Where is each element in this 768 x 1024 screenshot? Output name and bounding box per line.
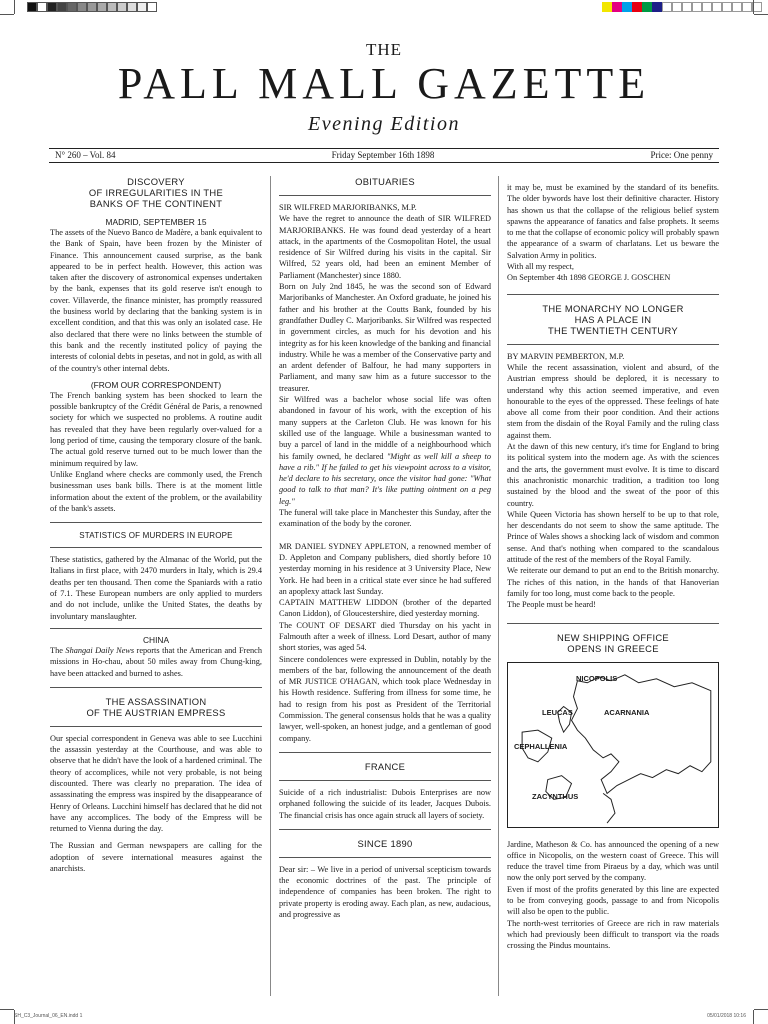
article-body: The People must be heard! [507,600,596,610]
headline-obituaries: OBITUARIES [355,176,415,187]
column-divider [270,176,271,996]
section-rule [50,726,262,727]
headline-line: HAS A PLACE IN [574,313,652,325]
article-text: Sir Wilfred was a bachelor whose social life was often abandoned in favour of his work, with the exception of his many suppers at the Carleton Club. He was known for his skilled use of the language. While a businessman wanted to buy a parcel of land in the middle of a neighbourhood which his family owned, he declared [279,395,491,461]
section-rule [507,344,719,345]
issue-date: Friday September 16th 1898 [331,150,435,160]
article-body: We have the regret to announce the death of SIR WILFRED MARJORIBANKS. He was found dead yesterday of a heart attack, in the apartments of the Cosmopolitan Hotel, the usual residence of Sir Wilfred during his visits in the capital. Sir Wilfred, 52 years old, had been an eminent Member of Parliament (Manchester) since 1880. [279,214,491,280]
article-body: Unlike England where checks are commonly used, the French businessman uses bank bills. There is at the moment little information about the extent of the problem, or the availability of the bank's assets. [50,469,262,513]
column-divider [498,176,499,996]
headline-line: BANKS OF THE CONTINENT [89,198,223,209]
article-place: MADRID, SEPTEMBER 15 [105,217,207,227]
crop-mark [0,14,14,15]
article-body: While Queen Victoria has shown herself to be up to that role, her descendants do not seem to show the same aptitude. The Prince of Wales shows a shocking lack of wisdom and common sense. And that's nothing when compared to the scandalous attitude of the rest of the members of the Royal Family. [507,509,719,565]
crop-mark [753,0,754,14]
color-calibration-bar [602,2,762,12]
headline-line: THE ASSASSINATION [105,695,207,707]
masthead [0,40,768,136]
crop-mark [754,14,768,15]
article-body: CAPTAIN MATTHEW LIDDON (brother of the departed Canon Liddon), of Gloucestershire, died yesterday morning. [279,598,491,619]
column-2 [279,176,491,920]
article-body: The COUNT OF DESART died Thursday on his yacht in Falmouth after a week of illness. Lord Desart, author of many short stories, was aged 54. [279,620,491,653]
article-body: Suicide of a rich industrialist: Dubois Enterprises are now orphaned following the suicide of its leader, Jacques Dubois. The financial crisis has once again struck all layers of society. [279,787,491,820]
article-place: CHINA [142,634,170,645]
article-body: Sincere condolences were expressed in Dublin, notably by the members of the bar, following the announcement of the death of MR JUSTICE O'HAGAN, which took place Wednesday in his Howth residence. Suffering from illness for some time, he had to resign from his post as President of the Territorial Commission. The general consensus holds that he was a quality lawyer, well-spoken, an honest judge, and a gentleman of good company. [279,654,491,743]
section-rule [279,857,491,858]
letter-signature: On September 4th 1898 GEORGE J. GOSCHEN [507,273,671,283]
section-rule [507,294,719,295]
article-body [279,394,491,507]
article-body: At the dawn of this new century, it's time for England to bring its political system into the modern age. As with the sciences and the arts, the government must evolve. It is time to discard this anachronistic monarchic tradition, a tradition too long sustained by the blood and the sweat of the poor of this country. [507,442,719,508]
crop-mark [754,1009,768,1010]
headline-line: OF IRREGULARITIES IN THE [88,187,224,198]
headline-monarchy [507,303,719,336]
section-rule [279,829,491,830]
headline-france: FRANCE [364,760,406,772]
column-3 [507,182,719,951]
grayscale-calibration-bar [27,2,157,12]
section-rule [279,752,491,753]
article-body: The north-west territories of Greece are rich in raw materials which had previously been difficult to transport via the roads crossing the Pindus mountains. [507,918,719,951]
column-1 [50,176,262,874]
map-label-leucas: LEUCAS [542,707,573,717]
crop-mark [0,1009,14,1010]
newspaper-title: PALL MALL GAZETTE [117,59,651,108]
article-body-china: The Shangai Daily News reports that the American and French missions in Ho-chau, about 50 miles away from Chung-king, have been attacked and burned to ashes. [50,645,262,678]
article-body: Born on July 2nd 1845, he was the second son of Edward Marjoribanks of Manchester. An Oxford graduate, he joined his father and his brother at the Coutts Bank, founded by his grandfather Dudley C. Marjoribanks. Sir Wilfred was respected in government circles, as much for his devotion and his integrity as for his keen knowledge of the banking and financial industry. While he was a member of the Conservative party and an ardent defender of Balfour, he had many supporters in Parliament, and many saw him as a future successor to the treasurer. [279,282,491,393]
map-label-acarnania: ACARNANIA [604,707,650,717]
newspaper-name: Shangai Daily News [65,645,135,655]
issue-number: N° 260 – Vol. 84 [55,150,116,160]
headline-assassination [50,696,262,718]
section-rule [279,195,491,196]
crop-mark [753,1010,754,1024]
article-byline: BY MARVIN PEMBERTON, M.P. [507,351,625,361]
article-body: These statistics, gathered by the Almanac of the World, put the Italians in first place, with 2470 murders in Italy, which is 29.4 deaths per ten thousand. Then come the Spaniards with a ratio of 7.1. These European numbers are only applied to murders and do not include, unlike the United States, the deaths by involuntary manslaughter. [50,555,262,621]
headline-line: THE MONARCHY NO LONGER [542,302,684,314]
headline-line: THE TWENTIETH CENTURY [548,324,678,336]
section-rule [50,522,262,523]
dateline-bar [49,148,719,163]
headline-line: DISCOVERY [127,176,185,187]
headline-line: OPENS IN GREECE [567,642,659,654]
headline-since-1890: SINCE 1890 [357,837,413,849]
map-label-nicopolis: NICOPOLIS [576,673,618,683]
article-body: Our special correspondent in Geneva was able to see Lucchini the assassin yesterday at the Courthouse, and was able to observe that he didn't have the look of a hardened criminal. The theory of accomplices, while not very probable, is not being discounted. There was clearly no preparation. The idea of assassinating the empress was inspired by the disappearance of Henry of Orleans. Lucchini himself has declared that he did not have any accomplices. The body of the Empress will be returned to Vienna during the day. [50,733,262,834]
headline-shipping [507,632,719,654]
greece-coast-map [507,662,719,828]
article-body: We reiterate our demand to put an end to the British monarchy. The riches of this nation, in the hands of that Hanoverian family for too long, must come back to the people. [507,566,719,598]
section-rule [50,628,262,629]
footer-timestamp: 05/01/2018 10:16 [707,1013,746,1019]
article-body: The assets of the Nuevo Banco de Madère, a bank equivalent to the Bank of Spain, have been frozen by the Minister of Finance. This announcement caused surprise, as the bank appeared to be in perfect health. However, this action was taken after the discovery of astronomical expenses undertaken by the bank, expenses that its gold reserve isn't enough to cover. Villaverde, the finance minister, has promptly reassured the business world by declaring that the banking system is in excellent condition, and that this was only an isolated case. He also declared that there were no links between the stumble of this bank and the recently instituted policy of paying the interests of colonial debts in pesetas, and not in gold, as with all of the country's other internal debts. [50,228,262,373]
headline-line: NEW SHIPPING OFFICE [557,631,669,643]
article-body: MR DANIEL SYDNEY APPLETON, a renowned member of D. Appleton and Company publishers, died shortly before 10 yesterday morning in his residence at 3 University Place, New York. He had been in a critical state ever since he had suffered an apoplexy attack last Sunday. [279,541,491,596]
edition-label: Evening Edition [308,113,460,135]
section-rule [50,687,262,688]
article-body: Dear sir: – We live in a period of universal scepticism towards the economic doctrines of the past. The principle of independence of companies has been broken. The right to private property is eroding away. Each plan, as new, audacious, and progressive as [279,864,491,920]
headline-line: OF THE AUSTRIAN EMPRESS [86,706,226,718]
correspondent-label: (FROM OUR CORRESPONDENT) [90,379,222,390]
map-label-cephallenia: CEPHALLENIA [514,741,568,751]
issue-price: Price: One penny [650,150,713,160]
map-label-zacynthus: ZACYNTHUS [532,791,579,801]
article-body: Even if most of the profits generated by this line are expected to be from conveying goods, passage to and from Nicopolis will also be open to the public. [507,884,719,917]
article-body: The Russian and German newspapers are calling for the adoption of severe international measures against the anarchists. [50,841,262,874]
headline-murders: STATISTICS OF MURDERS IN EUROPE [79,531,233,541]
masthead-the: THE [365,40,403,59]
crop-mark [14,0,15,14]
headline-banks [50,176,262,209]
article-body: Jardine, Matheson & Co. has announced the opening of a new office in Nicopolis, on the western coast of Greece. This will reduce the travel time from Piraeus by a day, which was until now the only port served by the company. [507,839,719,883]
letter-closing: With all my respect, [507,262,574,272]
section-rule [507,623,719,624]
obituary-name: SIR WILFRED MARJORIBANKS, M.P. [279,203,417,212]
article-body: The funeral will take place in Manchester this Sunday, after the examination of the body by the coroner. [279,508,491,529]
section-rule [50,547,262,548]
quote: "Might as well kill a sheep to have a rib." If he failed to get his viewpoint across to a visitor, he'd declare to his secretary, once the visitor had gone: "What good to talk to that man? It's like putting ointment on a peg leg." [279,451,492,506]
article-body: The French banking system has been shocked to learn the possible bankruptcy of the Crédit Général de Paris, a renowned society for which we suspected no problems. A routine audit has revealed that they have been regularly over-valued for a long period of time, causing the temporary closure of the bank. The actual gold reserve turned out to be much lower than the minimum required by law. [50,390,262,468]
section-rule [279,780,491,781]
footer-file: SH_C3_Journal_06_EN.indd 1 [14,1013,83,1019]
article-body: it may be, must be examined by the standard of its benefits. The older bywords have lost their definitive character. History has shown us that the collapse of the religious belief system spawns the appearance of fanatics and false prophets. It seems to me that the collapse of economic policy will probably spawn the appearance of a swarm of charlatans. Let us beware the Salvation Army in politics. [507,183,719,260]
article-body: While the recent assassination, violent and absurd, of the Austrian empress should be deplored, it is necessary to understand why this action seemed imperative, and even honourable to the eyes of the oppressed. These feelings of hate above all come from their poor condition. And their actions stem from the disdain of the Royal Family and the ruling class against them. [507,362,719,440]
